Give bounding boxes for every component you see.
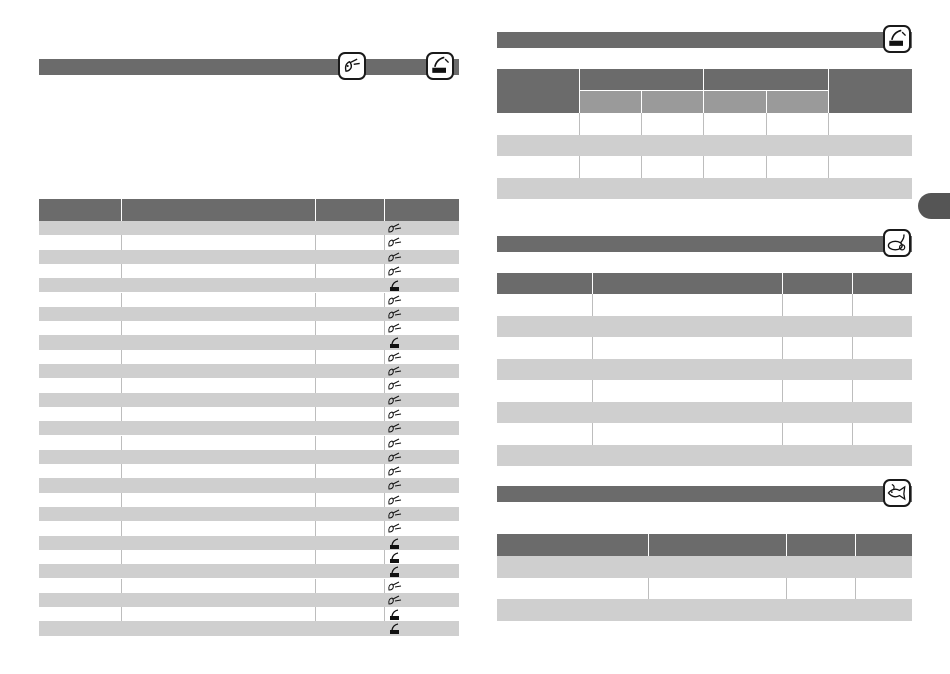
rt3-divider: [855, 534, 856, 556]
row-divider: [121, 521, 122, 535]
vegetable-icon: [387, 408, 405, 420]
row-divider: [384, 464, 385, 478]
rt3-divider: [786, 534, 787, 556]
row-divider: [592, 337, 593, 359]
vegetable-icon: [387, 394, 405, 406]
row-divider: [121, 407, 122, 421]
poultry-icon: [883, 229, 911, 257]
rt1-divider: [828, 69, 829, 113]
right-table2-header: [497, 273, 912, 294]
row-divider: [703, 156, 704, 178]
vegetable-icon: [387, 508, 405, 520]
row-divider: [579, 156, 580, 178]
row-divider: [766, 113, 767, 135]
vegetable-icon: [387, 494, 405, 506]
table-row: [497, 294, 912, 316]
row-divider: [852, 423, 853, 445]
row-divider: [384, 264, 385, 278]
row-divider: [703, 113, 704, 135]
row-divider: [828, 156, 829, 178]
left-header-divider: [315, 199, 316, 221]
right-section3-header-bar: [497, 486, 912, 502]
row-divider: [121, 235, 122, 249]
row-divider: [121, 436, 122, 450]
row-divider: [384, 550, 385, 564]
cook-pot-icon: [387, 537, 405, 549]
rt1-divider: [766, 91, 767, 113]
row-divider: [828, 113, 829, 135]
vegetable-icon: [387, 322, 405, 334]
row-divider: [121, 464, 122, 478]
table-row: [497, 423, 912, 445]
vegetable-icon: [387, 451, 405, 463]
table-row: [497, 359, 912, 380]
row-divider: [592, 294, 593, 316]
vegetable-icon: [387, 594, 405, 606]
vegetable-icon: [387, 422, 405, 434]
row-divider: [315, 493, 316, 507]
row-divider: [121, 579, 122, 593]
row-divider: [384, 235, 385, 249]
cook-pot-icon: [387, 336, 405, 348]
row-divider: [852, 294, 853, 316]
right-section2-header-bar: [497, 236, 912, 252]
row-divider: [384, 607, 385, 621]
row-divider: [782, 337, 783, 359]
table-row: [497, 599, 912, 621]
table-row: [497, 337, 912, 359]
right-section1-header-bar: [497, 32, 912, 48]
table-row: [497, 380, 912, 402]
row-divider: [384, 521, 385, 535]
vegetable-icon: [387, 522, 405, 534]
left-header-divider: [384, 199, 385, 221]
row-divider: [579, 113, 580, 135]
row-divider: [315, 264, 316, 278]
vegetable-icon: [387, 379, 405, 391]
table-row: [497, 578, 912, 599]
row-divider: [384, 436, 385, 450]
row-divider: [315, 550, 316, 564]
left-header-divider: [121, 199, 122, 221]
cook-pot-icon: [387, 279, 405, 291]
row-divider: [384, 293, 385, 307]
row-divider: [384, 579, 385, 593]
row-divider: [315, 235, 316, 249]
rt1-divider: [703, 69, 704, 113]
row-divider: [121, 264, 122, 278]
row-divider: [315, 436, 316, 450]
row-divider: [315, 579, 316, 593]
rt1-divider: [641, 91, 642, 113]
vegetable-icon: [387, 236, 405, 248]
vegetable-icon: [387, 351, 405, 363]
row-divider: [315, 293, 316, 307]
table-row: [497, 402, 912, 423]
vegetable-icon: [387, 479, 405, 491]
row-divider: [315, 350, 316, 364]
row-divider: [852, 380, 853, 402]
rt2-divider: [852, 273, 853, 294]
row-divider: [384, 407, 385, 421]
table-row: [497, 135, 912, 156]
rt1-divider: [579, 69, 580, 113]
row-divider: [782, 294, 783, 316]
table-row: [497, 316, 912, 337]
cook-pot-icon: [387, 551, 405, 563]
row-divider: [786, 578, 787, 599]
rt2-divider: [592, 273, 593, 294]
row-divider: [121, 378, 122, 392]
row-divider: [766, 156, 767, 178]
chapter-tab: [918, 193, 950, 219]
table-row: [497, 556, 912, 578]
table-row: [497, 156, 912, 178]
row-divider: [315, 407, 316, 421]
row-divider: [315, 607, 316, 621]
row-divider: [592, 380, 593, 402]
row-divider: [384, 378, 385, 392]
vegetable-icon: [338, 52, 366, 80]
cook-pot-icon: [387, 565, 405, 577]
row-divider: [641, 113, 642, 135]
row-divider: [121, 607, 122, 621]
row-divider: [855, 578, 856, 599]
row-divider: [315, 464, 316, 478]
vegetable-icon: [387, 465, 405, 477]
cook-pot-icon: [387, 622, 405, 634]
vegetable-icon: [387, 308, 405, 320]
vegetable-icon: [387, 294, 405, 306]
row-divider: [315, 321, 316, 335]
row-divider: [121, 493, 122, 507]
row-divider: [315, 521, 316, 535]
left-section-header-bar: [39, 59, 459, 75]
row-divider: [315, 378, 316, 392]
cook-pot-icon: [883, 25, 911, 53]
row-divider: [121, 293, 122, 307]
row-divider: [121, 550, 122, 564]
row-divider: [852, 337, 853, 359]
table-row: [497, 445, 912, 466]
vegetable-icon: [387, 580, 405, 592]
right-table3-header: [497, 534, 912, 556]
vegetable-icon: [387, 365, 405, 377]
rt3-divider: [648, 534, 649, 556]
vegetable-icon: [387, 437, 405, 449]
table-row: [497, 178, 912, 199]
row-divider: [384, 493, 385, 507]
row-divider: [384, 350, 385, 364]
table-row: [497, 113, 912, 135]
vegetable-icon: [387, 222, 405, 234]
row-divider: [648, 578, 649, 599]
row-divider: [384, 321, 385, 335]
cook-pot-icon: [426, 52, 454, 80]
vegetable-icon: [387, 265, 405, 277]
right-table1-subheader: [580, 91, 828, 113]
row-divider: [782, 423, 783, 445]
left-table-header: [39, 199, 459, 221]
vegetable-icon: [387, 251, 405, 263]
row-divider: [641, 156, 642, 178]
row-divider: [121, 321, 122, 335]
row-divider: [592, 423, 593, 445]
row-divider: [782, 380, 783, 402]
rt1-subheader-line: [580, 90, 828, 91]
row-divider: [121, 350, 122, 364]
cook-pot-icon: [387, 608, 405, 620]
fish-icon: [883, 479, 911, 507]
rt2-divider: [782, 273, 783, 294]
